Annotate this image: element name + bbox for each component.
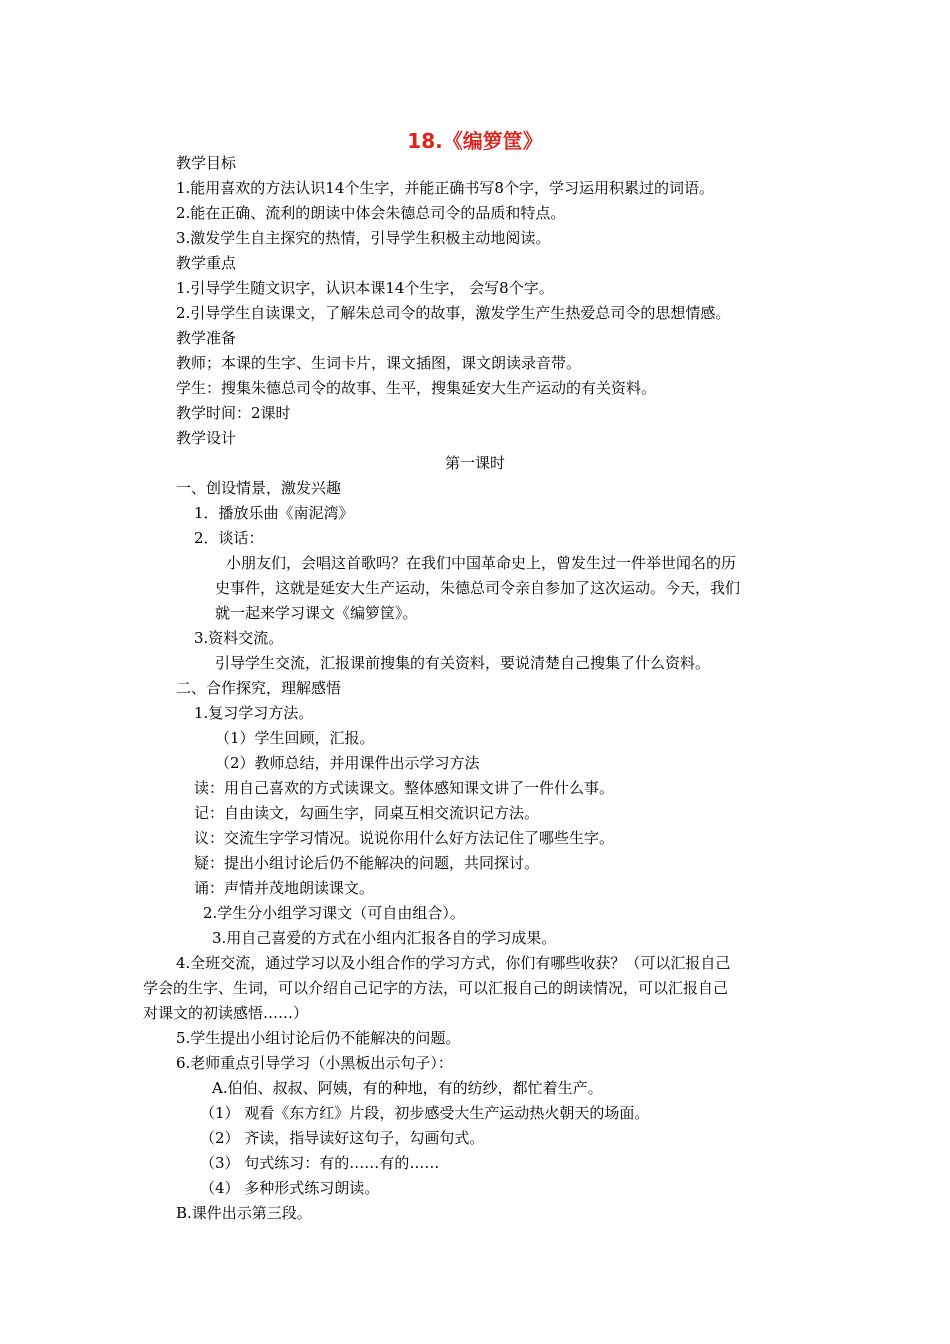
list-item: 2．谈话：	[194, 529, 264, 547]
paragraph-line: 小朋友们，会唱这首歌吗？在我们中国革命史上，曾发生过一件举世闻名的历	[226, 554, 737, 572]
keypoints-heading: 教学重点	[176, 254, 237, 272]
sub-item: （1）学生回顾，汇报。	[215, 729, 375, 747]
list-item: 1．播放乐曲《南泥湾》	[194, 504, 354, 522]
design-heading: 教学设计	[176, 429, 237, 447]
list-item: 1.复习学习方法。	[194, 704, 314, 722]
goals-heading: 教学目标	[176, 154, 237, 172]
teaching-time: 教学时间：2课时	[176, 404, 291, 422]
example-sentence: B.课件出示第三段。	[176, 1204, 312, 1222]
method-item: 记：自由读文，勾画生字，同桌互相交流识记方法。	[194, 804, 540, 822]
list-item: 3.资料交流。	[194, 629, 284, 647]
list-item: 2.学生分小组学习课文（可自由组合）。	[203, 904, 465, 922]
list-item: 3.用自己喜爱的方式在小组内汇报各自的学习成果。	[212, 929, 557, 947]
sub-item: （2）教师总结，并用课件出示学习方法	[215, 754, 480, 772]
step-item: （1） 观看《东方红》片段，初步感受大生产运动热火朝天的场面。	[200, 1104, 650, 1122]
list-item: 6.老师重点引导学习（小黑板出示句子）：	[176, 1054, 453, 1072]
goal-item: 1.能用喜欢的方法认识14个生字，并能正确书写8个字，学习运用积累过的词语。	[176, 179, 714, 197]
method-item: 议：交流生字学习情况。说说你用什么好方法记住了哪些生字。	[194, 829, 615, 847]
lesson-title: 第一课时	[444, 454, 505, 472]
method-item: 疑：提出小组讨论后仍不能解决的问题，共同探讨。	[194, 854, 540, 872]
method-item: 读：用自己喜欢的方式读课文。整体感知课文讲了一件什么事。	[194, 779, 615, 797]
prep-item: 学生：搜集朱德总司令的故事、生平，搜集延安大生产运动的有关资料。	[176, 379, 657, 397]
example-sentence: A.伯伯、叔叔、阿姨，有的种地，有的纺纱，都忙着生产。	[212, 1079, 603, 1097]
section-heading: 二、合作探究，理解感悟	[176, 679, 342, 697]
list-item: 5.学生提出小组讨论后仍不能解决的问题。	[176, 1029, 461, 1047]
prep-heading: 教学准备	[176, 329, 237, 347]
paragraph-line: 对课文的初读感悟……）	[143, 1004, 309, 1022]
paragraph-line: 史事件，这就是延安大生产运动，朱德总司令亲自参加了这次运动。今天，我们	[215, 579, 741, 597]
goal-item: 3.激发学生自主探究的热情，引导学生积极主动地阅读。	[176, 229, 551, 247]
paragraph-line: 4.全班交流，通过学习以及小组合作的学习方式，你们有哪些收获？（可以汇报自己	[176, 954, 731, 972]
step-item: （2） 齐读，指导读好这句子，勾画句式。	[200, 1129, 485, 1147]
keypoint-item: 1.引导学生随文识字，认识本课14个生字， 会写8个字。	[176, 279, 554, 297]
paragraph-line: 就一起来学习课文《编箩筐》。	[215, 604, 418, 622]
step-item: （3） 句式练习：有的……有的……	[200, 1154, 440, 1172]
paragraph-line: 引导学生交流，汇报课前搜集的有关资料，要说清楚自己搜集了什么资料。	[215, 654, 711, 672]
prep-item: 教师；本课的生字、生词卡片，课文插图，课文朗读录音带。	[176, 354, 582, 372]
goal-item: 2.能在正确、流利的朗读中体会朱德总司令的品质和特点。	[176, 204, 566, 222]
paragraph-line: 学会的生字、生词，可以介绍自己记字的方法，可以汇报自己的朗读情况，可以汇报自己	[143, 979, 729, 997]
method-item: 诵：声情并茂地朗读课文。	[194, 879, 375, 897]
page-title: 18.《编箩筐》	[407, 129, 543, 153]
keypoint-item: 2.引导学生自读课文，了解朱总司令的故事，激发学生产生热爱总司令的思想情感。	[176, 304, 731, 322]
step-item: （4） 多种形式练习朗读。	[200, 1179, 380, 1197]
section-heading: 一、创设情景，激发兴趣	[176, 479, 342, 497]
